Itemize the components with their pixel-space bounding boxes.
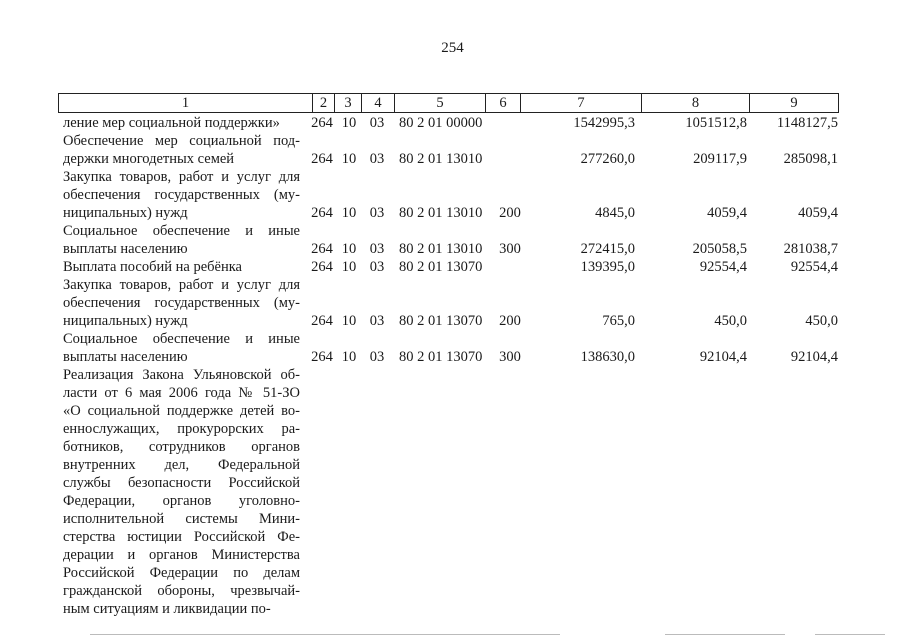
amount-col8-cell: 450,0 bbox=[714, 313, 747, 329]
target-article-cell: 80 2 01 13010 bbox=[399, 241, 483, 257]
amount-col7-cell: 138630,0 bbox=[580, 349, 635, 365]
table-row-line bbox=[0, 366, 905, 384]
row-description: дерации и органов Министерства bbox=[63, 547, 300, 563]
header-col-5: 5 bbox=[395, 94, 486, 112]
section-cell: 10 bbox=[341, 115, 357, 131]
amount-col7-cell: 139395,0 bbox=[580, 259, 635, 275]
row-description: Федерации, органов уголовно- bbox=[63, 493, 300, 509]
expense-type-cell: 300 bbox=[499, 349, 521, 365]
row-description: Закупка товаров, работ и услуг для bbox=[63, 277, 300, 293]
target-article-cell: 80 2 01 00000 bbox=[399, 115, 483, 131]
header-col-2: 2 bbox=[313, 94, 335, 112]
amount-col9-cell: 285098,1 bbox=[783, 151, 838, 167]
row-description: службы безопасности Российской bbox=[63, 475, 300, 491]
row-description: еннослужащих, прокурорских ра- bbox=[63, 421, 300, 437]
row-description: ным ситуациям и ликвидации по- bbox=[63, 601, 271, 617]
table-row-line bbox=[0, 312, 905, 330]
section-cell: 10 bbox=[341, 259, 357, 275]
table-row-line bbox=[0, 114, 905, 132]
header-col-7: 7 bbox=[521, 94, 642, 112]
table-row-line bbox=[0, 204, 905, 222]
subsection-cell: 03 bbox=[369, 349, 385, 365]
grbs-cell: 264 bbox=[311, 259, 333, 275]
table-row-line bbox=[0, 276, 905, 294]
row-description: гражданской обороны, чрезвычай- bbox=[63, 583, 300, 599]
target-article-cell: 80 2 01 13010 bbox=[399, 205, 483, 221]
section-cell: 10 bbox=[341, 205, 357, 221]
row-description: Социальное обеспечение и иные bbox=[63, 223, 300, 239]
amount-col8-cell: 92554,4 bbox=[699, 259, 747, 275]
table-row-line bbox=[0, 348, 905, 366]
row-description: Обеспечение мер социальной под- bbox=[63, 133, 300, 149]
subsection-cell: 03 bbox=[369, 313, 385, 329]
header-col-4: 4 bbox=[362, 94, 395, 112]
target-article-cell: 80 2 01 13010 bbox=[399, 151, 483, 167]
amount-col8-cell: 1051512,8 bbox=[685, 115, 747, 131]
amount-col7-cell: 765,0 bbox=[602, 313, 635, 329]
subsection-cell: 03 bbox=[369, 241, 385, 257]
amount-col8-cell: 92104,4 bbox=[699, 349, 747, 365]
table-row-line bbox=[0, 600, 905, 618]
amount-col9-cell: 281038,7 bbox=[783, 241, 838, 257]
section-cell: 10 bbox=[341, 349, 357, 365]
page-number: 254 bbox=[441, 40, 464, 56]
expense-type-cell: 300 bbox=[499, 241, 521, 257]
scan-artifact bbox=[90, 634, 560, 635]
table-row-line bbox=[0, 546, 905, 564]
grbs-cell: 264 bbox=[311, 205, 333, 221]
amount-col7-cell: 272415,0 bbox=[580, 241, 635, 257]
grbs-cell: 264 bbox=[311, 241, 333, 257]
row-description: выплаты населению bbox=[63, 241, 188, 257]
table-row-line bbox=[0, 240, 905, 258]
table-row-line bbox=[0, 258, 905, 276]
row-description: ниципальных) нужд bbox=[63, 205, 188, 221]
subsection-cell: 03 bbox=[369, 259, 385, 275]
table-header bbox=[58, 93, 839, 113]
table-row-line bbox=[0, 384, 905, 402]
target-article-cell: 80 2 01 13070 bbox=[399, 259, 483, 275]
table-row-line bbox=[0, 294, 905, 312]
row-description: держки многодетных семей bbox=[63, 151, 235, 167]
row-description: ботников, сотрудников органов bbox=[63, 439, 300, 455]
table-row-line bbox=[0, 186, 905, 204]
table-row-line bbox=[0, 528, 905, 546]
table-row-line bbox=[0, 582, 905, 600]
table-row-line bbox=[0, 420, 905, 438]
row-description: Социальное обеспечение и иные bbox=[63, 331, 300, 347]
table-row-line bbox=[0, 564, 905, 582]
row-description: исполнительной системы Мини- bbox=[63, 511, 300, 527]
target-article-cell: 80 2 01 13070 bbox=[399, 313, 483, 329]
amount-col9-cell: 92554,4 bbox=[790, 259, 838, 275]
subsection-cell: 03 bbox=[369, 151, 385, 167]
table-row-line bbox=[0, 492, 905, 510]
grbs-cell: 264 bbox=[311, 349, 333, 365]
amount-col8-cell: 209117,9 bbox=[693, 151, 747, 167]
header-col-1: 1 bbox=[59, 94, 313, 112]
amount-col9-cell: 1148127,5 bbox=[776, 115, 838, 131]
table-row-line bbox=[0, 132, 905, 150]
row-description: Закупка товаров, работ и услуг для bbox=[63, 169, 300, 185]
row-description: стерства юстиции Российской Фе- bbox=[63, 529, 300, 545]
row-description: ласти от 6 мая 2006 года № 51-ЗО bbox=[63, 385, 300, 401]
subsection-cell: 03 bbox=[369, 115, 385, 131]
table-row-line bbox=[0, 222, 905, 240]
header-col-9: 9 bbox=[790, 95, 798, 111]
header-col-8: 8 bbox=[642, 94, 750, 112]
amount-col8-cell: 205058,5 bbox=[692, 241, 747, 257]
header-col-3: 3 bbox=[335, 94, 362, 112]
grbs-cell: 264 bbox=[311, 313, 333, 329]
target-article-cell: 80 2 01 13070 bbox=[399, 349, 483, 365]
row-description: Выплата пособий на ребёнка bbox=[63, 259, 242, 275]
row-description: обеспечения государственных (му- bbox=[63, 295, 300, 311]
amount-col7-cell: 277260,0 bbox=[580, 151, 635, 167]
table-row-line bbox=[0, 510, 905, 528]
row-description: внутренних дел, Федеральной bbox=[63, 457, 300, 473]
expense-type-cell: 200 bbox=[499, 205, 521, 221]
row-description: «О социальной поддержке детей во- bbox=[63, 403, 300, 419]
amount-col9-cell: 450,0 bbox=[805, 313, 838, 329]
row-description: Реализация Закона Ульяновской об- bbox=[63, 367, 300, 383]
section-cell: 10 bbox=[341, 151, 357, 167]
table-row-line bbox=[0, 456, 905, 474]
expense-type-cell: 200 bbox=[499, 313, 521, 329]
scan-artifact bbox=[665, 634, 785, 635]
grbs-cell: 264 bbox=[311, 151, 333, 167]
amount-col9-cell: 92104,4 bbox=[790, 349, 838, 365]
row-description: обеспечения государственных (му- bbox=[63, 187, 300, 203]
table-row-line bbox=[0, 150, 905, 168]
section-cell: 10 bbox=[341, 241, 357, 257]
amount-col7-cell: 4845,0 bbox=[595, 205, 635, 221]
amount-col7-cell: 1542995,3 bbox=[573, 115, 635, 131]
row-description: Российской Федерации по делам bbox=[63, 565, 300, 581]
table-row-line bbox=[0, 438, 905, 456]
subsection-cell: 03 bbox=[369, 205, 385, 221]
table-row-line bbox=[0, 330, 905, 348]
row-description: ниципальных) нужд bbox=[63, 313, 188, 329]
header-col-6: 6 bbox=[486, 94, 521, 112]
table-row-line bbox=[0, 402, 905, 420]
scan-artifact bbox=[815, 634, 885, 635]
table-row-line bbox=[0, 474, 905, 492]
grbs-cell: 264 bbox=[311, 115, 333, 131]
amount-col8-cell: 4059,4 bbox=[707, 205, 747, 221]
row-description: выплаты населению bbox=[63, 349, 188, 365]
table-row-line bbox=[0, 168, 905, 186]
row-description: ление мер социальной поддержки» bbox=[63, 115, 280, 131]
section-cell: 10 bbox=[341, 313, 357, 329]
amount-col9-cell: 4059,4 bbox=[798, 205, 838, 221]
